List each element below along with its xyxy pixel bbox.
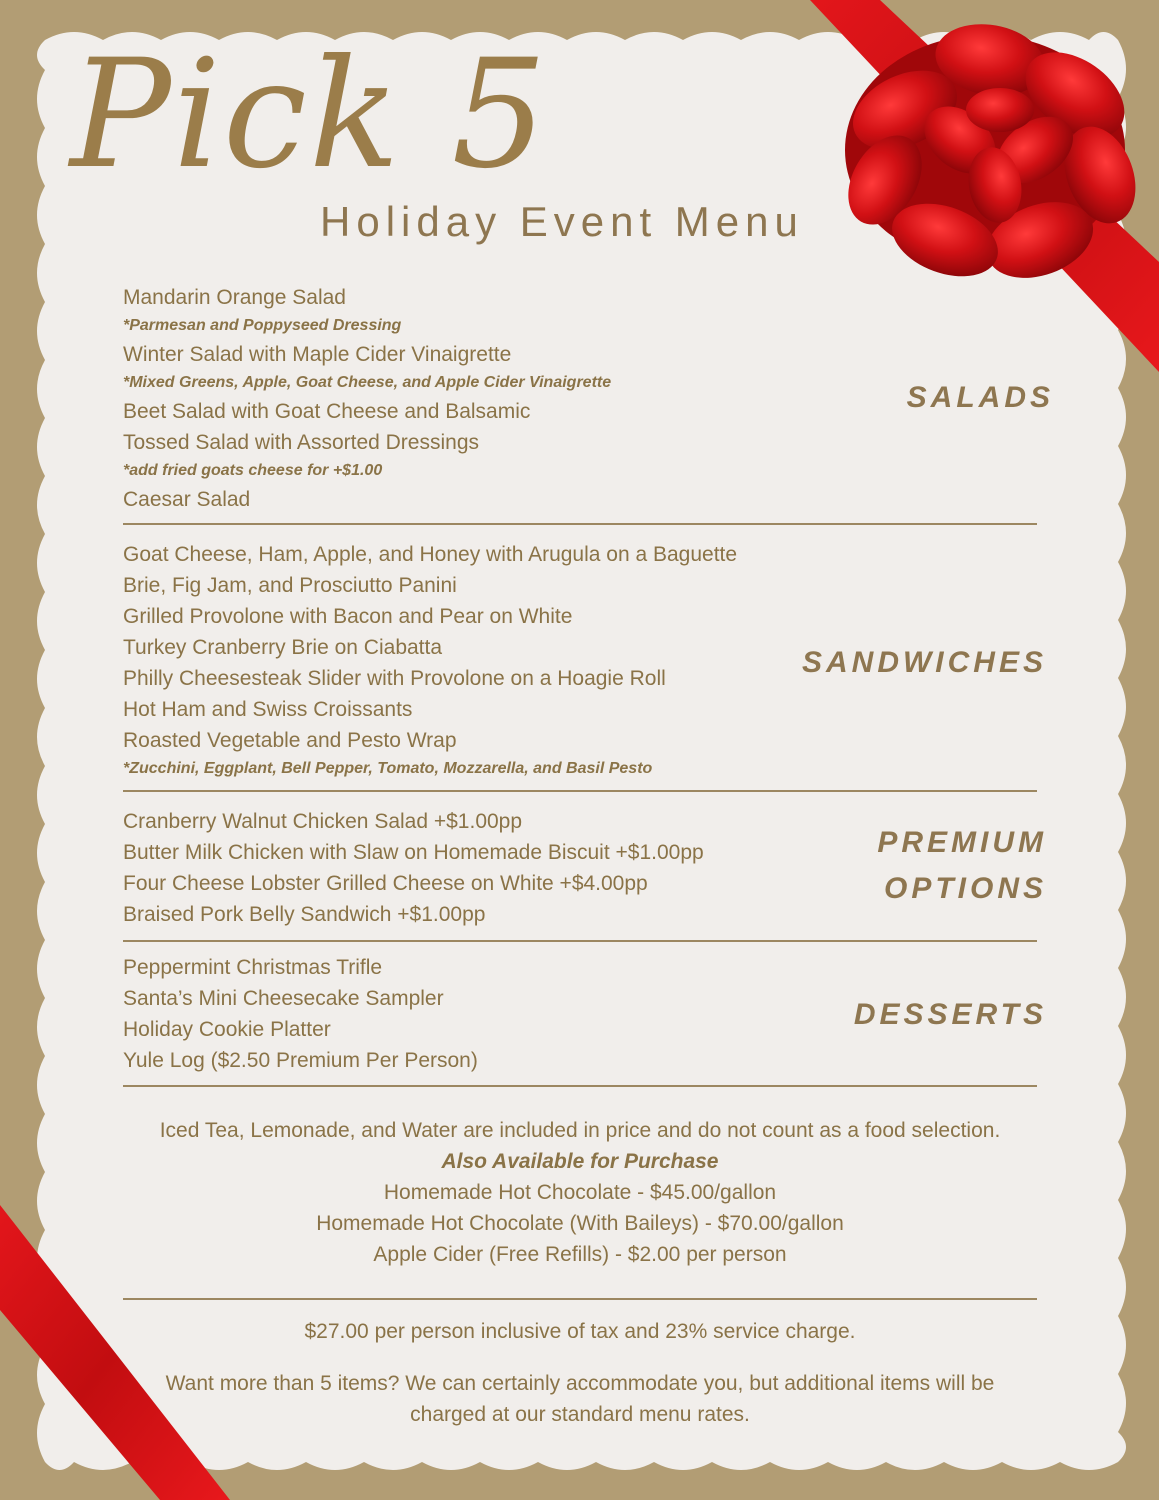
- list-item: Four Cheese Lobster Grilled Cheese on White +$4.00pp: [123, 872, 648, 895]
- item-note: *Parmesan and Poppyseed Dressing: [123, 317, 402, 334]
- list-item: Caesar Salad: [123, 488, 251, 511]
- more-items-line1: Want more than 5 items? We can certainly accommodate you, but additional items will be: [165, 1372, 995, 1395]
- list-item: Braised Pork Belly Sandwich +$1.00pp: [123, 903, 486, 926]
- list-item: Butter Milk Chicken with Slaw on Homemade Biscuit +$1.00pp: [123, 841, 704, 864]
- list-item: Mandarin Orange Salad: [123, 286, 346, 309]
- list-item: Philly Cheesesteak Slider with Provolone on a Hoagie Roll: [123, 667, 666, 690]
- premium-list: [123, 806, 704, 930]
- desserts-list: [123, 952, 478, 1076]
- list-item: Roasted Vegetable and Pesto Wrap: [123, 729, 457, 752]
- list-item: Holiday Cookie Platter: [123, 1018, 331, 1041]
- drinks-included: Iced Tea, Lemonade, and Water are included in price and do not count as a food selection.: [159, 1119, 1001, 1142]
- list-item: Goat Cheese, Ham, Apple, and Honey with Arugula on a Baguette: [123, 543, 738, 566]
- more-items-note: [123, 1368, 1037, 1430]
- list-item: Peppermint Christmas Trifle: [123, 956, 383, 979]
- section-divider: [123, 940, 1037, 942]
- list-item: Grilled Provolone with Bacon and Pear on White: [123, 605, 573, 628]
- list-item: Turkey Cranberry Brie on Ciabatta: [123, 636, 443, 659]
- item-note: *Zucchini, Eggplant, Bell Pepper, Tomato, Mozzarella, and Basil Pesto: [123, 760, 653, 777]
- list-item: Yule Log ($2.50 Premium Per Person): [123, 1049, 478, 1072]
- list-item: Beet Salad with Goat Cheese and Balsamic: [123, 400, 531, 423]
- drinks-info: [123, 1115, 1037, 1270]
- premium-heading-line1: PREMIUM: [877, 826, 1047, 859]
- sandwiches-list: [123, 539, 737, 782]
- list-item: Tossed Salad with Assorted Dressings: [123, 431, 480, 454]
- premium-heading-line2: OPTIONS: [883, 872, 1047, 905]
- script-title: Pick 5: [70, 28, 549, 202]
- item-note: *add fried goats cheese for +$1.00: [123, 462, 383, 479]
- item-note: *Mixed Greens, Apple, Goat Cheese, and Apple Cider Vinaigrette: [123, 374, 612, 391]
- list-item: Brie, Fig Jam, and Prosciutto Panini: [123, 574, 457, 597]
- section-divider: [123, 523, 1037, 525]
- sandwiches-heading: SANDWICHES: [801, 646, 1047, 679]
- more-items-line2: charged at our standard menu rates.: [410, 1403, 750, 1426]
- drink-option: Homemade Hot Chocolate (With Baileys) - $70.00/gallon: [316, 1212, 844, 1235]
- page-subtitle: Holiday Event Menu: [320, 198, 804, 245]
- section-divider: [123, 1085, 1037, 1087]
- also-available-heading: Also Available for Purchase: [441, 1150, 719, 1173]
- list-item: Cranberry Walnut Chicken Salad +$1.00pp: [123, 810, 523, 833]
- list-item: Hot Ham and Swiss Croissants: [123, 698, 413, 721]
- salads-list: [123, 282, 611, 515]
- pricing-note: $27.00 per person inclusive of tax and 23% service charge.: [304, 1320, 856, 1343]
- drink-option: Homemade Hot Chocolate - $45.00/gallon: [383, 1181, 777, 1204]
- list-item: Winter Salad with Maple Cider Vinaigrette: [123, 343, 512, 366]
- premium-heading: [877, 820, 1047, 912]
- section-divider: [123, 1298, 1037, 1300]
- drink-option: Apple Cider (Free Refills) - $2.00 per person: [373, 1243, 787, 1266]
- desserts-heading: DESSERTS: [853, 998, 1047, 1031]
- salads-heading: SALADS: [906, 381, 1054, 414]
- section-divider: [123, 790, 1037, 792]
- list-item: Santa’s Mini Cheesecake Sampler: [123, 987, 444, 1010]
